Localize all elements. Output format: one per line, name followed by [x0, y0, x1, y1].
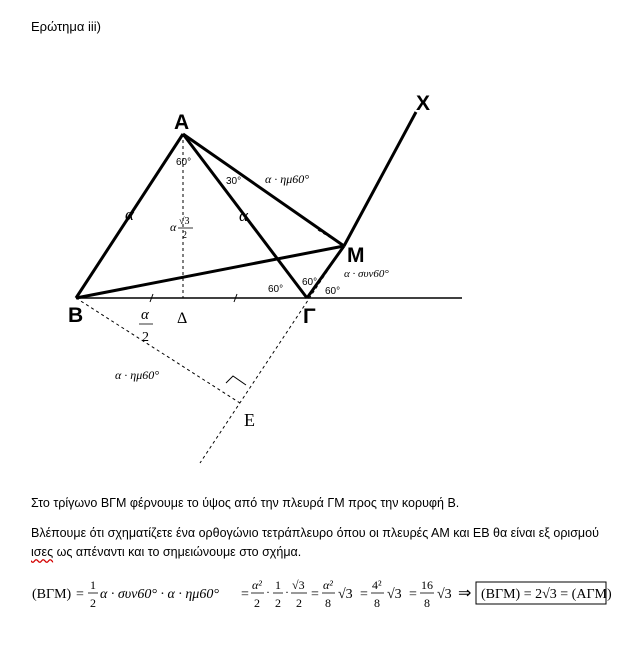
formula-42-den: 8 [374, 596, 380, 610]
formula-42-num: 4² [372, 578, 382, 592]
formula-result: (ΒΓΜ) = 2√3 = (ΑΓΜ) [481, 587, 612, 602]
height-label-sqrt3: √3 [179, 216, 190, 227]
point-m-label: M [347, 244, 365, 267]
formula-eq-1: = [76, 587, 84, 602]
formula-a2-den: 2 [254, 596, 260, 610]
paragraph-1: Στο τρίγωνο ΒΓΜ φέρνουμε το ύψος από την πλευρά ΓΜ προς την κορυφή Β. [31, 496, 460, 510]
formula-a28-den: 8 [325, 596, 331, 610]
formula-eq-2: = [241, 587, 249, 602]
point-b-label: B [68, 304, 84, 327]
height-label-alpha: α [170, 220, 177, 234]
paragraph-2-part-a: Βλέπουμε ότι σχηματίζετε ένα ορθογώνιο τετράπλευρο όπου οι πλευρές ΑΜ και ΕΒ θα είναι εξ ορισμού [31, 526, 599, 540]
angle-a-30: 30° [226, 176, 242, 187]
formula-arrow: ⇒ [458, 585, 472, 602]
paragraph-2-part-b: ως απέναντι και το σημειώνουμε στο σχήμα. [56, 545, 302, 559]
formula-eq-4: = [360, 587, 368, 602]
point-x-label: X [416, 92, 431, 115]
formula-16-num: 16 [421, 578, 433, 592]
formula-sqrt3-a: √3 [338, 587, 353, 602]
formula-sqrt3-c: √3 [437, 587, 452, 602]
formula-eq-5: = [409, 587, 417, 602]
angle-g-mid: 60° [302, 277, 318, 288]
point-d-label: Δ [177, 310, 188, 327]
segment-bm [76, 246, 344, 298]
angle-g-right: 60° [325, 286, 341, 297]
formula-half-den: 2 [90, 596, 96, 610]
point-g-label: Γ [303, 305, 316, 328]
right-angle-mark [226, 376, 246, 385]
dashed-be [76, 298, 240, 403]
formula-half2-num: 1 [275, 578, 281, 592]
formula-half2-den: 2 [275, 596, 281, 610]
formula-sqrt-num: √3 [292, 578, 305, 592]
half-label-num: α [141, 307, 149, 323]
formula-16-den: 8 [424, 596, 430, 610]
formula-sqrt3-b: √3 [387, 587, 402, 602]
point-e-label: E [244, 410, 255, 430]
formula-half-num: 1 [90, 578, 96, 592]
formula-term1: α · συν60° · α · ημ60° [100, 587, 219, 602]
page-title: Ερώτημα iii) [31, 19, 102, 34]
formula-sqrt-den: 2 [296, 596, 302, 610]
side-ab-label: α [125, 205, 134, 224]
formula-a28-num: α² [323, 578, 333, 592]
formula-dot-2: · [285, 585, 289, 599]
half-label-den: 2 [142, 330, 149, 345]
formula-a2-num: α² [252, 578, 262, 592]
am-label: α · ημ60° [265, 172, 310, 186]
formula-eq-3: = [311, 587, 319, 602]
ray-mx [344, 112, 416, 246]
height-label-two: 2 [182, 230, 187, 241]
paragraph-2 [31, 524, 601, 562]
side-ag-label: α [239, 206, 248, 225]
angle-a-60: 60° [176, 157, 192, 168]
angle-g-left: 60° [268, 284, 284, 295]
formula-dot-1: · [266, 585, 270, 599]
paragraph-2-underlined: ισες [31, 545, 54, 559]
segment-am [183, 134, 344, 246]
formula-lhs: (ΒΓΜ) [32, 587, 72, 602]
be-label: α · ημ60° [115, 368, 160, 382]
point-a-label: A [174, 111, 190, 134]
formula-result-box [476, 582, 606, 604]
gm-label: α · συν60° [344, 268, 389, 280]
